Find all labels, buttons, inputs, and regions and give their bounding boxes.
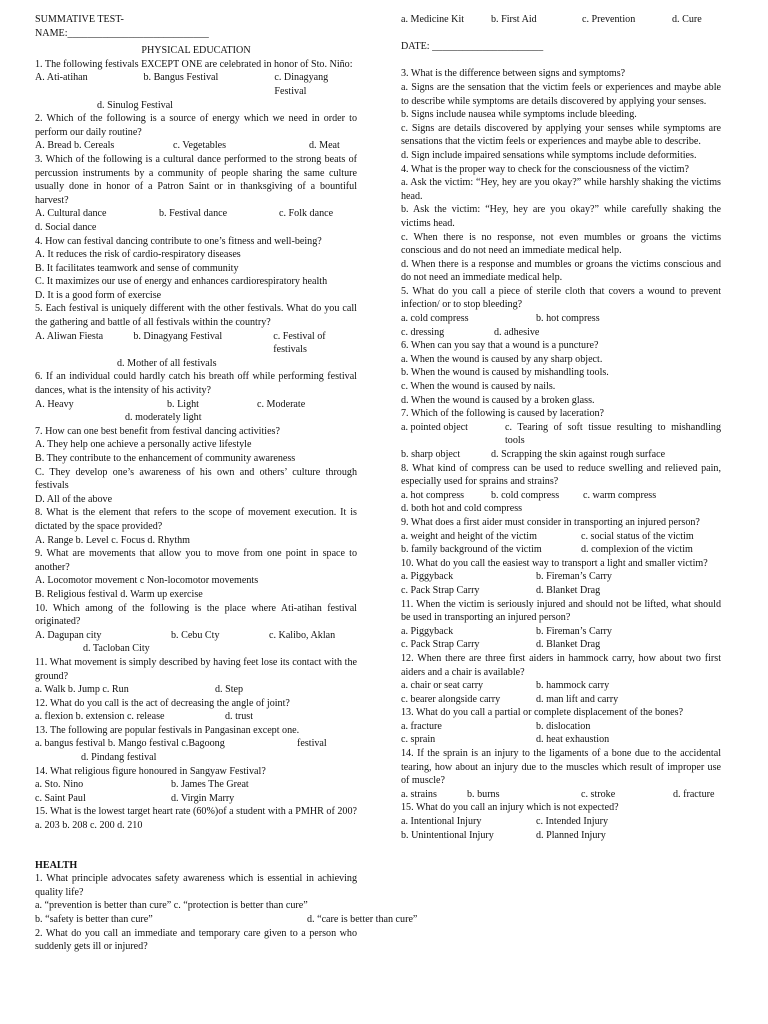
option[interactable]: d. Pindang festival <box>81 752 157 764</box>
health-question-12: 12. When there are three first aiders in hammock carry, how about two first aiders and a chair is available? <box>401 652 721 678</box>
option[interactable]: a. weight and height of the victim <box>401 530 537 542</box>
option[interactable]: c. dressing <box>401 326 445 338</box>
option[interactable]: A. Locomotor movement c Non-locomotor movements <box>35 575 259 587</box>
option[interactable]: a. Piggyback <box>401 625 454 637</box>
date-field[interactable]: DATE: ______________________ <box>401 41 544 53</box>
option[interactable]: d. Sign include impaired sensations while symptoms include deformities. <box>401 149 697 161</box>
option[interactable]: A. Ati-atihan <box>35 72 88 84</box>
health-question-9: 9. What does a first aider must consider in transporting an injured person? <box>401 516 700 528</box>
option[interactable]: a. “prevention is better than cure” c. “protection is better than cure” <box>35 900 308 912</box>
option[interactable]: b. Festival dance <box>159 208 228 220</box>
option[interactable]: a. bangus festival b. Mango festival c.Bagoong <box>35 738 225 750</box>
option[interactable]: c. social status of the victim <box>581 530 694 542</box>
option[interactable]: b. First Aid <box>491 14 537 25</box>
option[interactable]: c. Festival of festivals <box>273 330 326 356</box>
pe-question-11: 11. What movement is simply described by having feet lose its contact with the ground? <box>35 656 357 682</box>
pe-q14-options-2 <box>35 792 357 806</box>
option[interactable]: c. Kalibo, Aklan <box>269 629 336 641</box>
health-q9-options <box>401 530 721 544</box>
option[interactable]: a. pointed object <box>401 421 468 433</box>
pe-question-6: 6. If an individual could hardly catch his breath off while performing festival dances, what is the intensity of his activity? <box>35 371 357 397</box>
option[interactable]: B. Religious festival d. Warm up exercise <box>35 588 203 600</box>
pe-question-1: 1. The following festivals EXCEPT ONE are celebrated in honor of Sto. Niño: <box>35 58 353 70</box>
name-field[interactable]: NAME:____________________________ <box>35 27 209 39</box>
pe-q12-options <box>35 710 357 724</box>
health-question-13: 13. What do you call a partial or complete displacement of the bones? <box>401 707 684 719</box>
option[interactable]: D. All of the above <box>35 493 113 505</box>
option[interactable]: b. Cebu Cty <box>171 629 220 641</box>
option[interactable]: d. When there is a response and mumbles or groans the victims conscious and do not need an immediate medical help. <box>401 258 721 284</box>
option[interactable]: b. Light <box>167 398 199 410</box>
health-q14-options <box>401 788 721 802</box>
pe-question-12: 12. What do you call is the act of decreasing the angle of joint? <box>35 697 290 709</box>
option[interactable]: b. Unintentional Injury <box>401 829 494 841</box>
option[interactable]: d. Social dance <box>35 221 97 233</box>
option[interactable]: c. Signs are details discovered by applying your senses while symptoms are sensations that the victim feels or experiences and maybe able to describe. <box>401 122 721 148</box>
option[interactable]: c. Tearing of soft tissue resulting to mishandling tools <box>505 421 721 447</box>
option[interactable]: c. Prevention <box>582 14 636 25</box>
pe-q13-options <box>35 737 357 751</box>
option[interactable]: b. cold compress <box>491 489 560 501</box>
pe-question-5: 5. Each festival is uniquely different with the other festivals. What do you call the gathering and battle of all festivals within the country? <box>35 303 357 329</box>
health-q11-options <box>401 625 721 639</box>
option[interactable]: a. Piggyback <box>401 571 454 583</box>
option[interactable]: a. 203 b. 208 c. 200 d. 210 <box>35 820 143 832</box>
health-q11-options-2 <box>401 638 721 652</box>
pe-q1-options-2 <box>35 99 357 113</box>
pe-q10-options-2 <box>35 642 357 656</box>
option[interactable]: a. strains <box>401 788 437 800</box>
option[interactable]: d. moderately light <box>125 412 202 424</box>
health-heading: HEALTH <box>35 859 78 871</box>
pe-question-10: 10. Which among of the following is the place where Ati-atihan festival originated? <box>35 602 357 628</box>
health-q7-options-2 <box>401 448 721 462</box>
option[interactable]: b. Bangus Festival <box>143 72 219 84</box>
option[interactable]: a. Signs are the sensation that the victim feels or experiences and maybe able to describe while symptoms are details discovered by applying your senses. <box>401 81 721 107</box>
option[interactable]: b. When the wound is caused by mishandling tools. <box>401 367 609 379</box>
option[interactable]: c. Vegetables <box>173 140 227 152</box>
pe-question-13: 13. The following are popular festivals in Pangasinan except one. <box>35 724 300 736</box>
option[interactable]: A. Heavy <box>35 398 74 410</box>
pe-question-2: 2. Which of the following is a source of energy which we need in order to perform our daily routine? <box>35 113 357 138</box>
health-question-7: 7. Which of the following is caused by laceration? <box>401 408 605 420</box>
option[interactable]: c. sprain <box>401 734 436 746</box>
option[interactable]: A. Dagupan city <box>35 629 102 641</box>
option[interactable]: d. Step <box>215 684 244 696</box>
option[interactable]: a. Ask the victim: “Hey, hey are you okay?” while harshly shaking the victims head. <box>401 177 721 202</box>
option[interactable]: d. Planned Injury <box>536 829 606 841</box>
option[interactable]: C. They develop one’s awareness of his own and others’ culture through festivals <box>35 466 357 492</box>
option[interactable]: A. Range b. Level c. Focus d. Rhythm <box>35 534 191 546</box>
option[interactable]: a. When the wound is caused by any sharp object. <box>401 353 603 365</box>
option[interactable]: b. Signs include nausea while symptoms include bleeding. <box>401 109 637 121</box>
option[interactable]: a. flexion b. extension c. release <box>35 711 165 723</box>
pe-q11-options <box>35 683 357 697</box>
pe-question-15: 15. What is the lowest target heart rate (60%)of a student with a PMHR of 200? <box>35 806 357 818</box>
option[interactable]: festival <box>297 738 327 750</box>
option[interactable]: B. They contribute to the enhancement of community awareness <box>35 453 296 464</box>
option[interactable]: d. When the wound is caused by a broken glass. <box>401 394 595 406</box>
pe-q6-options-2 <box>35 411 357 425</box>
option[interactable]: A. Cultural dance <box>35 208 107 220</box>
left-column <box>35 13 418 954</box>
option[interactable]: a. Sto. Nino <box>35 779 84 791</box>
health-question-10: 10. What do you call the easiest way to transport a light and smaller victim? <box>401 557 708 569</box>
option[interactable]: b. Fireman’s Carry <box>536 625 612 637</box>
option[interactable]: D. It is a good form of exercise <box>35 289 162 301</box>
option[interactable]: d. “care is better than cure” <box>307 914 418 925</box>
health-question-14: 14. If the sprain is an injury to the ligaments of a bone due to the accidental tearing, how about an injury due to the muscles which result of improper use of muscle? <box>401 748 721 787</box>
pe-question-9: 9. What are movements that allow you to move from one point in space to another? <box>35 548 357 573</box>
health-question-1: 1. What principle advocates safety awareness which is essential in achieving quality life? <box>35 873 357 898</box>
option[interactable]: c. Dinagyang Festival <box>274 72 329 97</box>
health-q15-options-2 <box>401 829 721 843</box>
pe-q5-options-2 <box>35 357 357 371</box>
pe-q13-options-2 <box>35 751 357 765</box>
option[interactable]: d. Sinulog Festival <box>97 99 173 111</box>
option[interactable]: c. Intended Injury <box>536 816 609 828</box>
option[interactable]: a. hot compress <box>401 489 465 501</box>
health-q13-options <box>401 720 721 734</box>
option[interactable]: c. Saint Paul <box>35 792 86 804</box>
pe-question-8: 8. What is the element that refers to the scope of movement execution. It is dictated by the space provided? <box>35 507 357 532</box>
option[interactable]: c. Moderate <box>257 398 306 410</box>
option[interactable]: b. burns <box>467 788 500 800</box>
option[interactable]: b. Ask the victim: “Hey, hey are you okay?” while carefully shaking the victims head. <box>401 204 721 229</box>
health-q7-options <box>401 421 721 448</box>
health-question-11: 11. When the victim is seriously injured and should not be lifted, what should be used in transporting an injured person? <box>401 598 721 624</box>
option[interactable]: c. When the wound is caused by nails. <box>401 381 556 393</box>
option[interactable]: c. bearer alongside carry <box>401 693 501 705</box>
option[interactable]: c. Pack Strap Carry <box>401 639 480 651</box>
pe-q10-options <box>35 629 357 643</box>
option[interactable]: d. complexion of the victim <box>581 544 693 556</box>
option[interactable]: d. Mother of all festivals <box>117 357 217 369</box>
pe-q6-options <box>35 398 357 412</box>
option[interactable]: a. Medicine Kit <box>401 14 465 25</box>
option[interactable]: B. It facilitates teamwork and sense of community <box>35 262 239 274</box>
option[interactable]: c. When there is no response, not even mumbles or groans the victims conscious and do not need an immediate medical help. <box>401 231 721 257</box>
option[interactable]: d. Tacloban City <box>83 643 150 655</box>
health-question-5: 5. What do you call a piece of sterile cloth that covers a wound to prevent infection/ or to stop bleeding? <box>401 285 721 311</box>
pe-q2-options <box>35 139 357 153</box>
option[interactable]: d. Blanket Drag <box>536 639 601 651</box>
health-q5-options-2 <box>401 326 721 340</box>
health-question-3: 3. What is the difference between signs and symptoms? <box>401 68 626 80</box>
health-q10-options <box>401 570 721 584</box>
option[interactable]: A. Bread b. Cereals <box>35 140 115 152</box>
option[interactable]: d. trust <box>225 711 254 723</box>
pe-question-4: 4. How can festival dancing contribute to one’s fitness and well-being? <box>35 235 322 247</box>
option[interactable]: a. Intentional Injury <box>401 816 482 828</box>
option[interactable]: a. chair or seat carry <box>401 680 484 692</box>
health-q13-options-2 <box>401 733 721 747</box>
health-question-8: 8. What kind of compress can be used to reduce swelling and relieved pain, especially used for sprains and strains? <box>401 462 721 488</box>
health-q2-options <box>401 13 721 27</box>
option[interactable]: A. They help one achieve a personally active lifestyle <box>35 439 252 451</box>
pe-q14-options <box>35 778 357 792</box>
pe-question-14: 14. What religious figure honoured in Sangyaw Festival? <box>35 765 266 777</box>
health-q8-options <box>401 489 721 503</box>
option[interactable]: b. family background of the victim <box>401 544 542 556</box>
option[interactable]: d. both hot and cold compress <box>401 503 523 515</box>
pe-q5-options <box>35 330 357 357</box>
option[interactable]: a. cold compress <box>401 313 469 325</box>
option[interactable]: b. “safety is better than cure” <box>35 914 153 925</box>
health-question-6: 6. When can you say that a wound is a puncture? <box>401 340 599 352</box>
option[interactable]: C. It maximizes our use of energy and enhances cardiorespiratory health <box>35 276 328 288</box>
option[interactable]: A. It reduces the risk of cardio-respiratory diseases <box>35 249 241 261</box>
health-q10-options-2 <box>401 584 721 598</box>
health-question-4: 4. What is the proper way to check for the consciousness of the victim? <box>401 163 689 175</box>
test-title: SUMMATIVE TEST- <box>35 14 124 25</box>
option[interactable]: b. Fireman’s Carry <box>536 571 612 583</box>
option[interactable]: d. Blanket Drag <box>536 584 601 596</box>
pe-q3-options <box>35 207 357 221</box>
option[interactable]: d. adhesive <box>494 326 540 338</box>
option[interactable]: d. Cure <box>672 14 702 25</box>
option[interactable]: d. Virgin Marry <box>171 792 235 804</box>
option[interactable]: a. fracture <box>401 720 442 732</box>
option[interactable]: b. Dinagyang Festival <box>133 330 223 342</box>
option[interactable]: c. stroke <box>581 788 616 800</box>
option[interactable]: c. warm compress <box>583 489 657 501</box>
option[interactable]: A. Aliwan Fiesta <box>35 330 104 342</box>
option[interactable]: b. hammock carry <box>536 680 610 692</box>
health-q12-options <box>401 679 721 693</box>
option[interactable]: b. hot compress <box>536 313 600 325</box>
pe-question-7: 7. How can one best benefit from festival dancing activities? <box>35 425 280 437</box>
option[interactable]: b. sharp object <box>401 449 461 460</box>
option[interactable]: d. Meat <box>309 140 340 152</box>
option[interactable]: c. Folk dance <box>279 208 334 220</box>
option[interactable]: a. Walk b. Jump c. Run <box>35 684 129 696</box>
health-q5-options <box>401 312 721 326</box>
pe-question-3: 3. Which of the following is a cultural dance performed to the strong beats of percussion instruments by a community of people sharing the same culture usually done in honor of a Patron Saint or in thanksgiving of a bountiful harvest? <box>35 153 357 206</box>
right-column <box>401 13 721 842</box>
health-q15-options <box>401 815 721 829</box>
pe-q1-options <box>35 71 357 98</box>
option[interactable]: d. fracture <box>673 788 715 800</box>
health-q12-options-2 <box>401 693 721 707</box>
option[interactable]: b. James The Great <box>171 779 249 791</box>
option[interactable]: c. Pack Strap Carry <box>401 584 480 596</box>
health-question-2: 2. What do you call an immediate and temporary care given to a person who suddenly gets ill or injured? <box>35 927 357 953</box>
health-q9-options-2 <box>401 543 721 557</box>
pe-heading: PHYSICAL EDUCATION <box>141 45 251 57</box>
option[interactable]: d. Scrapping the skin against rough surface <box>491 449 666 460</box>
option[interactable]: d. heat exhaustion <box>536 734 610 746</box>
health-question-15: 15. What do you call an injury which is not expected? <box>401 802 619 814</box>
option[interactable]: b. dislocation <box>536 720 591 732</box>
option[interactable]: d. man lift and carry <box>536 693 619 705</box>
